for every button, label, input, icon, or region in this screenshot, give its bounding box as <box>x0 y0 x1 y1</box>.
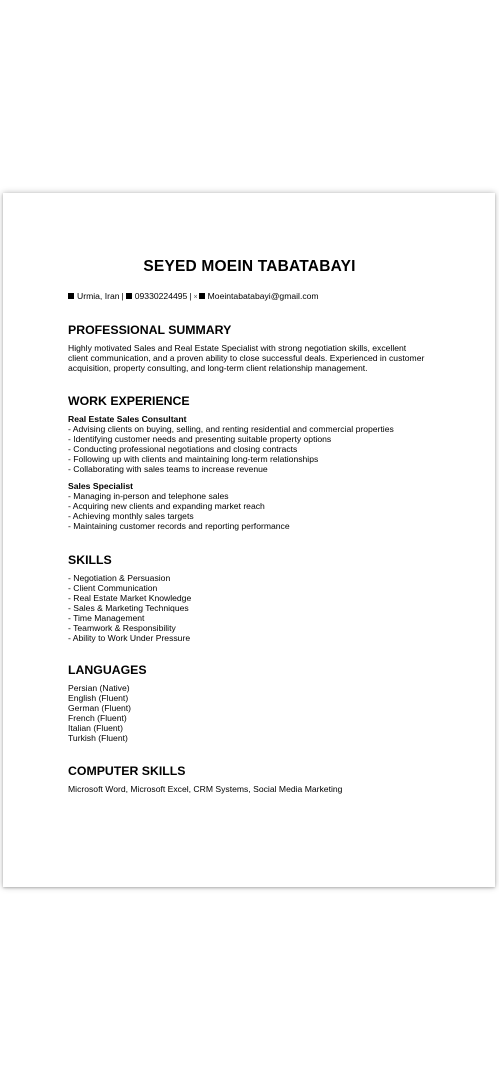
skills-heading: SKILLS <box>68 553 112 567</box>
square-bullet-icon <box>126 293 132 299</box>
skill-item: - Sales & Marketing Techniques <box>68 603 189 613</box>
contact-separator: | <box>121 291 124 301</box>
skill-item: - Ability to Work Under Pressure <box>68 633 191 643</box>
language-item: Turkish (Fluent) <box>68 733 128 743</box>
contact-phone: 09330224495 <box>134 291 188 301</box>
square-bullet-icon <box>199 293 205 299</box>
language-item: Persian (Native) <box>68 683 130 693</box>
job-bullet: - Conducting professional negotiations and closing contracts <box>68 444 298 454</box>
job-bullet: - Acquiring new clients and expanding market reach <box>68 501 265 511</box>
contact-separator: | <box>189 291 192 301</box>
language-item: Italian (Fluent) <box>68 723 123 733</box>
job-bullet: - Following up with clients and maintaining long-term relationships <box>68 454 319 464</box>
skill-item: - Negotiation & Persuasion <box>68 573 171 583</box>
language-item: French (Fluent) <box>68 713 127 723</box>
skills-list <box>68 573 191 643</box>
computer-skills-text: Microsoft Word, Microsoft Excel, CRM Systems, Social Media Marketing <box>68 784 343 794</box>
resume-name: SEYED MOEIN TABATABAYI <box>143 258 356 275</box>
skill-item: - Client Communication <box>68 583 158 593</box>
job-bullet: - Managing in-person and telephone sales <box>68 491 229 501</box>
language-item: English (Fluent) <box>68 693 129 703</box>
summary-heading: PROFESSIONAL SUMMARY <box>68 323 232 337</box>
job-role: Sales Specialist <box>68 481 133 491</box>
language-item: German (Fluent) <box>68 703 132 713</box>
computer-skills-heading: COMPUTER SKILLS <box>68 764 186 778</box>
skill-item: - Real Estate Market Knowledge <box>68 593 192 603</box>
contact-line <box>68 290 319 304</box>
job-bullet: - Maintaining customer records and reporting performance <box>68 521 290 531</box>
job-role: Real Estate Sales Consultant <box>68 414 187 424</box>
close-mark-icon: × <box>193 294 198 301</box>
work-experience-heading: WORK EXPERIENCE <box>68 394 190 408</box>
job-bullet: - Identifying customer needs and presenting suitable property options <box>68 434 332 444</box>
job-entry <box>68 414 394 474</box>
languages-list <box>68 683 131 743</box>
contact-location: Urmia, Iran <box>77 291 120 301</box>
job-entry <box>68 481 290 531</box>
contact-email[interactable]: Moeintabatabayi@gmail.com <box>207 291 319 301</box>
skill-item: - Teamwork & Responsibility <box>68 623 176 633</box>
summary-text: Highly motivated Sales and Real Estate Specialist with strong negotiation skills, excellent client communication, and a proven ability to close successful deals. Experienced in customer acquisition, property consulting, and long-term client relationship management. <box>68 343 425 373</box>
skill-item: - Time Management <box>68 613 145 623</box>
languages-heading: LANGUAGES <box>68 663 147 677</box>
job-bullet: - Collaborating with sales teams to increase revenue <box>68 464 268 474</box>
job-bullet: - Advising clients on buying, selling, and renting residential and commercial properties <box>68 424 394 434</box>
square-bullet-icon <box>68 293 74 299</box>
job-bullet: - Achieving monthly sales targets <box>68 511 194 521</box>
